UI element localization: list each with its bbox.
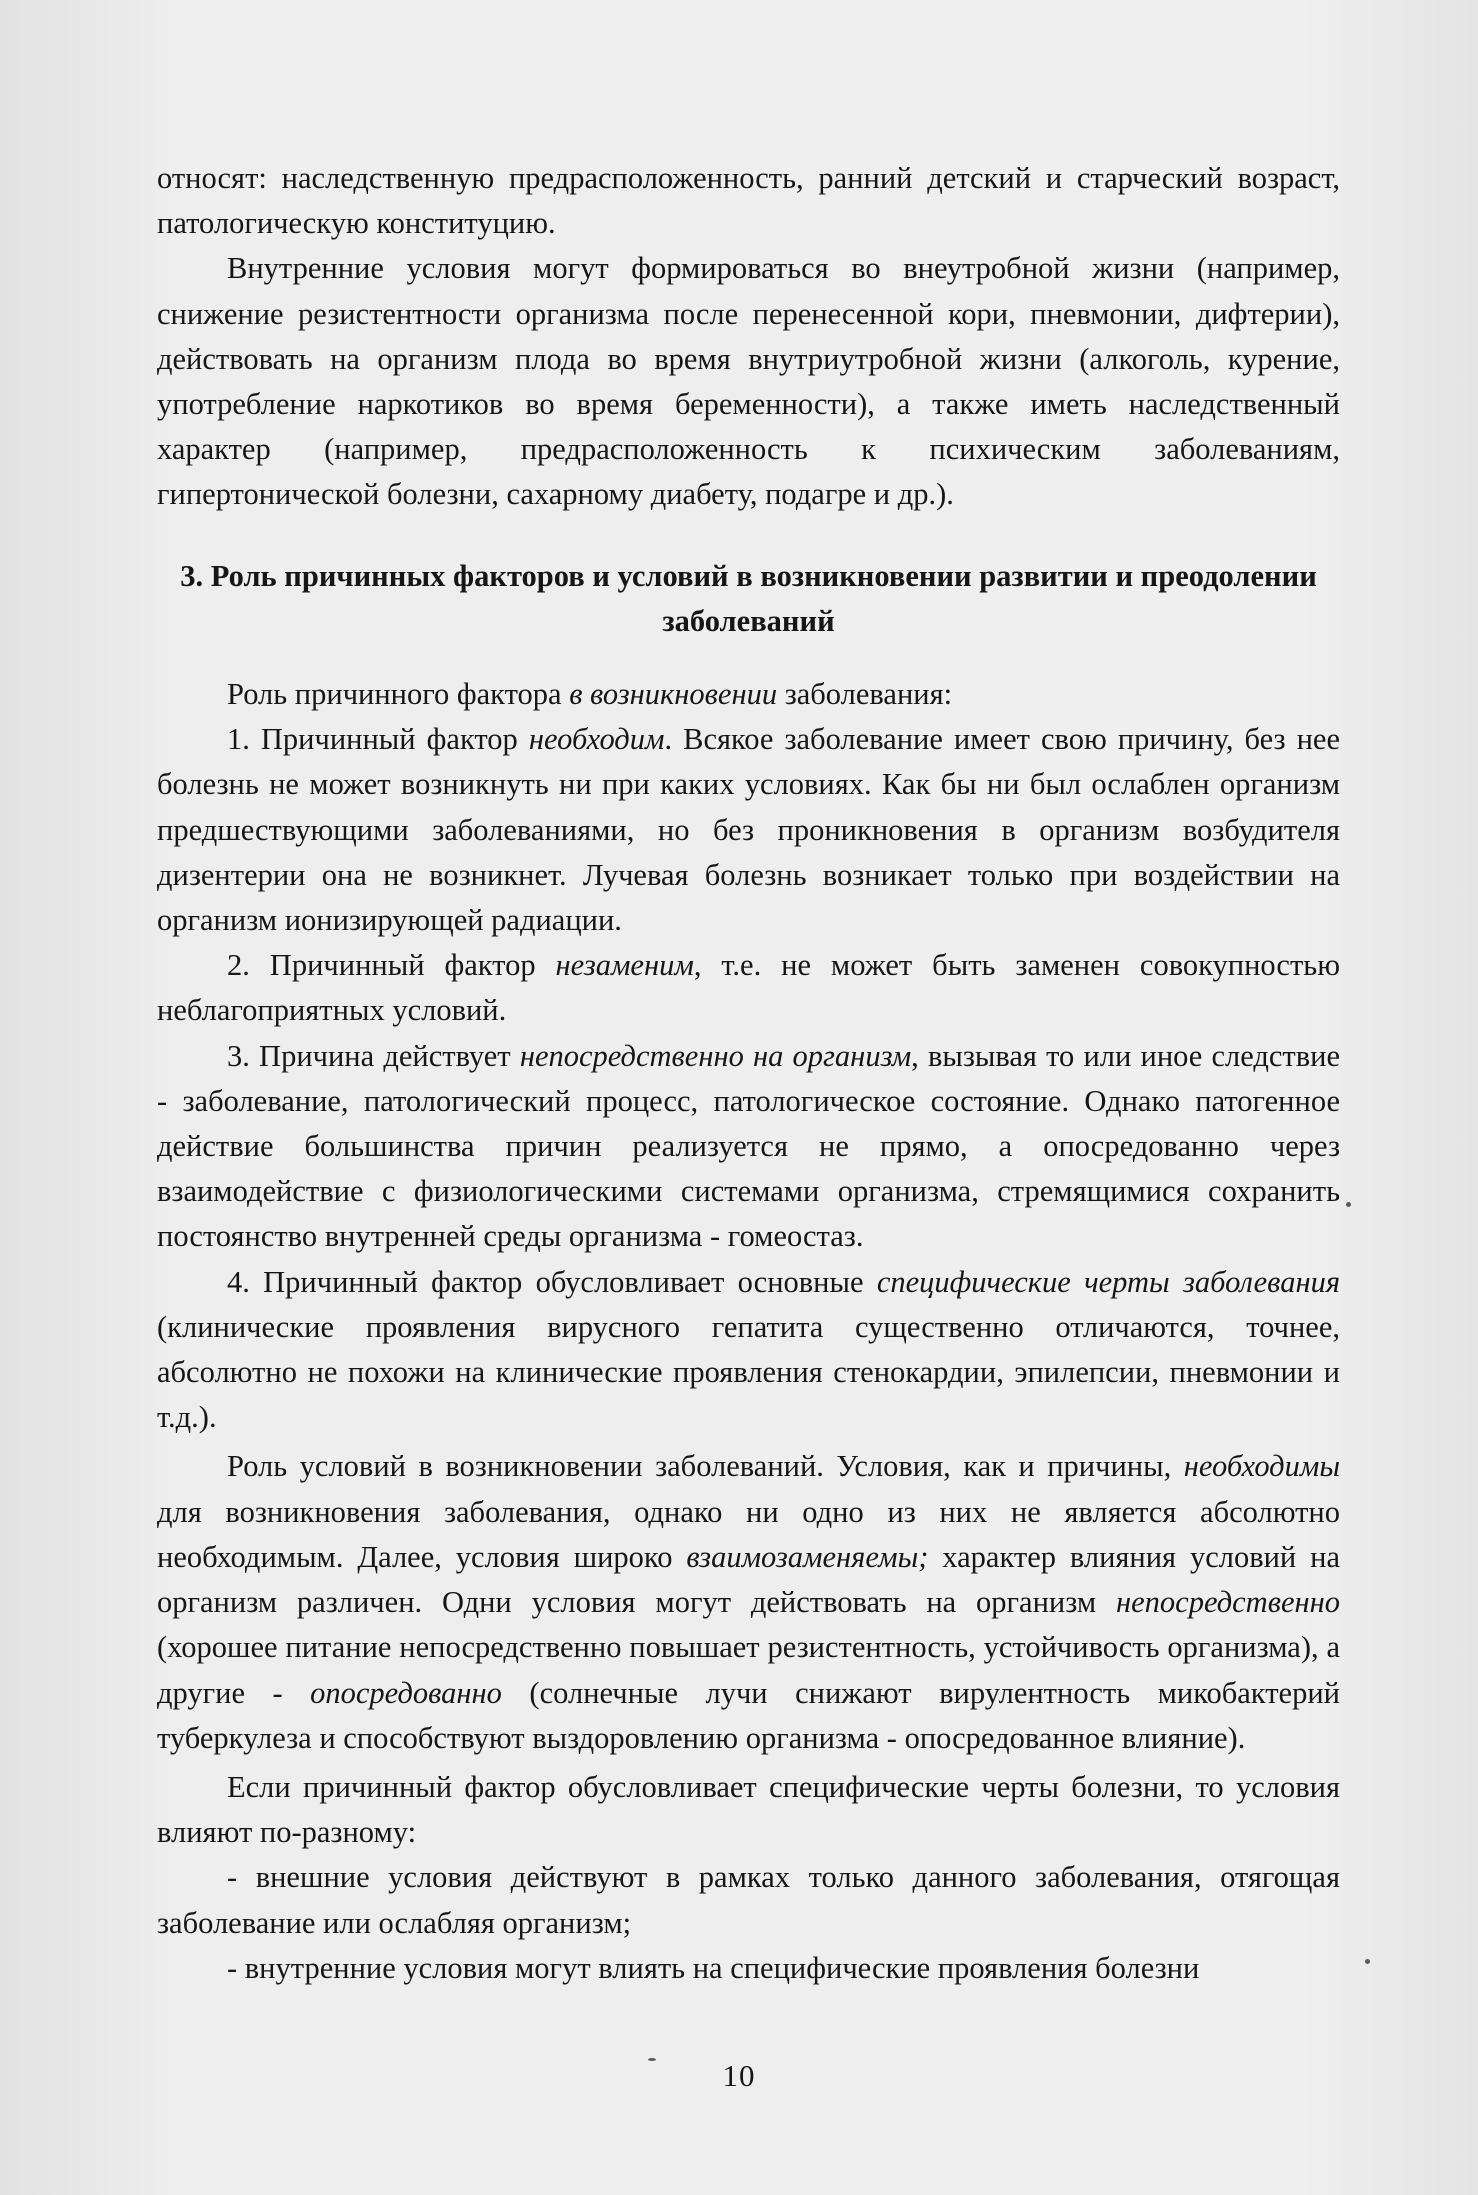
emphasized-text: необходим [528, 722, 665, 757]
emphasized-text: незаменим [555, 948, 694, 983]
print-speck [648, 2058, 656, 2061]
emphasized-text: непосредственно на организм [519, 1038, 912, 1073]
paragraph-internal-conditions [157, 246, 1340, 517]
paragraph-cause-role-intro [157, 672, 1340, 717]
text-run: . Всякое заболевание имеет свою причину, без нее болезнь не может возникнуть ни при каких условиях. Как бы ни был ослаблен организм предшествующими заболеваниями, но без проникновения в организм возбудителя дизентерии она не возникнет. Лучевая болезнь возникает только при воздействии на организм ионизирующей радиации. [157, 722, 1340, 938]
paragraph-conditions-role [157, 1444, 1340, 1760]
text-run: относят: наследственную предрасположенность, ранний детский и старческий возраст, патологическую конституцию. [157, 161, 1340, 241]
paragraph-conditions-influence [157, 1765, 1340, 1855]
list-item-cause-specific [157, 1260, 1340, 1441]
emphasized-text: необходимы [1183, 1449, 1340, 1484]
text-run: , т.е. не может быть заменен совокупностью неблагоприятных условий. [157, 948, 1340, 1028]
section-heading [157, 554, 1340, 644]
paragraph-continuation [157, 156, 1340, 246]
text-run: Внутренние условия могут формироваться во внеутробной жизни (например, снижение резистентности организма после перенесенной кори, пневмонии, дифтерии), действовать на организм плода во время внутриутробной жизни (алкоголь, курение, употребление наркотиков во время беременности), а также иметь наследственный характер (например, предрасположенность к психическим заболеваниям, гипертонической болезни, сахарному диабету, подагре и др.). [157, 251, 1340, 512]
text-run: 2. Причинный фактор [227, 948, 556, 983]
text-run: для возникновения заболевания, однако ни одно из них не является абсолютно необходимым. Далее, условия широко [157, 1494, 1340, 1574]
emphasized-text: взаимозаменяемы; [686, 1539, 929, 1574]
print-speck [1365, 1959, 1370, 1964]
list-item-cause-necessary [157, 717, 1340, 943]
text-run: 4. Причинный фактор обусловливает основные [227, 1264, 877, 1299]
list-item-external-conditions [157, 1855, 1340, 1945]
list-item-cause-direct [157, 1034, 1340, 1260]
emphasized-text: опосредованно [310, 1675, 502, 1710]
print-speck [1346, 1202, 1351, 1207]
text-run: Если причинный фактор обусловливает специфические черты болезни, то условия влияют по-разному: [157, 1769, 1340, 1850]
text-run: (хорошее питание непосредственно повышает резистентность, устойчивость организма), а другие - [157, 1630, 1340, 1710]
text-run: заболевания: [777, 677, 953, 712]
text-run: характер влияния условий на организм различен. Одни условия могут действовать на организм [157, 1539, 1340, 1620]
text-run: 1. Причинный фактор [227, 722, 529, 757]
text-run: Роль причинного фактора [227, 677, 570, 712]
text-run: 3. Роль причинных факторов и условий в возникновении развитии и преодолении заболеваний [180, 558, 1317, 638]
page-number: 10 [722, 2058, 756, 2093]
text-run: 3. Причина действует [227, 1038, 520, 1073]
list-item-internal-conditions [157, 1946, 1340, 1991]
page-content [157, 156, 1340, 1991]
text-run: Роль условий в возникновении заболеваний. Условия, как и причины, [227, 1449, 1184, 1484]
emphasized-text: непосредственно [1115, 1585, 1340, 1620]
text-run: (солнечные лучи снижают вирулентность микобактерий туберкулеза и способствуют выздоровлению организма - опосредованное влияние). [157, 1675, 1340, 1755]
text-run: , вызывая то или иное следствие - заболевание, патологический процесс, патологическое состояние. Однако патогенное действие большинства причин реализуется не прямо, а опосредованно через взаимодействие с физиологическими системами организма, стремящимися сохранить постоянство внутренней среды организма - гомеостаз. [157, 1038, 1340, 1254]
text-run: - внешние условия действуют в рамках только данного заболевания, отягощая заболевание или ослабляя организм; [157, 1860, 1340, 1940]
text-run: - внутренние условия могут влиять на специфические проявления болезни [227, 1950, 1200, 1985]
text-run: (клинические проявления вирусного гепатита существенно отличаются, точнее, абсолютно не похожи на клинические проявления стенокардии, эпилепсии, пневмонии и т.д.). [157, 1309, 1340, 1435]
emphasized-text: в возникновении [569, 677, 778, 712]
list-item-cause-irreplaceable [157, 943, 1340, 1033]
emphasized-text: специфические черты заболевания [876, 1264, 1341, 1299]
